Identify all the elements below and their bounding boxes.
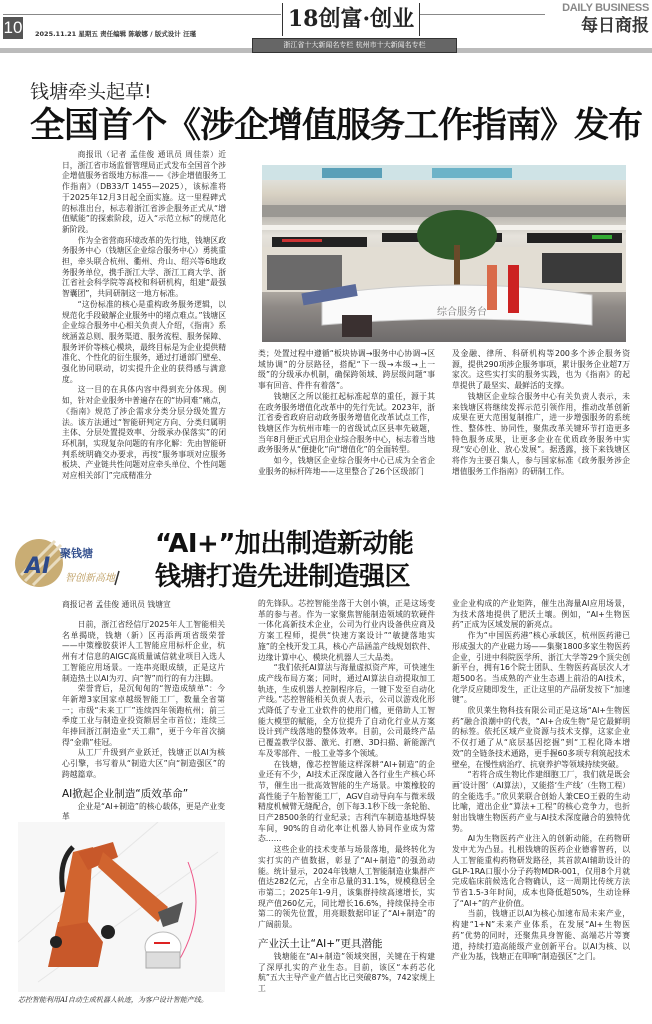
article2-headline-line2: 钱塘打造先进制造强区 [155,562,411,592]
article1-headline: 全国首个《涉企增值服务工作指南》发布 [30,106,643,146]
paragraph: 类；处置过程中遵循“板块协调→服务中心协调→区域协调”的分层路径，搭配“下一级→本级→上一级”的分级承办机制，确保跨领域、跨层级问题“事事有回音、件件有着落”。 [258,349,435,391]
paragraph: 钱塘区之所以能扛起标准起草的重任，源于其在政务服务增值化改革中的先行先试。2023年，浙江省委省政府启动政务服务增值化改革试点工作，钱塘区作为杭州市唯一的省级试点区县率先破题，当年8月便正式启用企业综合服务中心，标志着当地政务服务从“便捷化”向“增值化”的全面转型。 [258,391,435,455]
paragraph: 欣贝莱生物科技有限公司正是这场“AI+生物医药”融合浪潮中的代表，“AI+合成生物”是它最鲜明的标签。依托区域产业资源与技术支撑，这家企业不仅打通了从“底层基因挖掘”到“工程化降本增效”的全链条技术通路，更手握60多项专利筑起技术壁垒，在慢性病治疗、抗衰养护等领域持续突破。 [452,706,630,769]
paragraph: “我们依托AI算法与海量虚拟资产库，可快速生成产线布局方案；同时，通过AI算法自动提取加工轨迹，生成机器人控制程序后，一键下发至自动化产线。”芯控智能相关负责人表示，公司以游戏化形式降低了专业工业软件的使用门槛，更借助人工智能大模型的赋能，全方位提升了自动化行业从方案设计到产线落地的整体效率。目前，公司最终产品已覆盖教学仪器、激光、打磨、3D扫描、新能源汽车及零部件、一般工业等多个领域。 [258,663,435,758]
article1-kicker: 钱塘牵头起草! [30,81,152,103]
robot-photo-caption: 芯控智能利用AI自动生成机器人轨迹，为客户设计智能产线。 [18,996,208,1004]
header-divider [3,14,281,15]
paragraph: 业企业构成的产业矩阵，催生出海量AI应用场景，为技术落地提供了肥沃土壤。例如，“AI+生物医药”正成为区域发展的新亮点。 [452,599,630,630]
paragraph: 及金融、律所、科研机构等200多个涉企服务资源，提供290项涉企服务事项，累计服务企业超7万家次。这些实打实的服务实践，也为《指南》的起草提供了最坚实、最鲜活的支撑。 [452,349,630,391]
paragraph: 企业是“AI+制造”的核心载体，更是产业变革 [62,801,225,822]
section-title: 18创富·创业 [282,3,420,36]
service-hall-photo [262,165,626,342]
service-hall-scene [262,165,626,342]
service-desk-sign: 综合服务台 [437,307,487,318]
logo-ai-text: AI [25,554,51,579]
article2-headline-line1: “AI+”加出制造新动能 [155,529,414,559]
paragraph: “这份标准的核心是重构政务服务逻辑，以规范化手段破解企业服务中的堵点难点。”钱塘区企业综合服务中心相关负责人介绍，《指南》系统涵盖总则、服务渠道、服务流程、服务保障、服务评价等核心模块，最终目标是为企业提供精准化、个性化的衍生服务，通过打通部门壁垒、强化协同联动，切实提升企业的获得感与满意度。 [62,299,226,384]
article1-column-3 [452,349,630,477]
column-banner: 浙江省十大新闻名专栏 杭州市十大新闻名专栏 [252,38,457,53]
paragraph: 这一目的在具体内容中得到充分体现。例如，针对企业服务中普遍存在的“协同难”痛点，《指南》规范了涉企需求分类分层分级处置方法。该方法通过“智能研判定方向、分类归属明主体、分层处置提效率、分级承办保落实”的闭环机制，实现复杂问题的有序化解：先由智能研判系统明确交办要求，再按“服务事项对应服务板块、产业链共性问题对应牵头单位、个性问题对应相关部门”完成精准分 [62,385,227,481]
article1-column-2 [258,349,435,477]
subheading: 产业沃土让“AI+”更具潜能 [258,937,383,950]
paragraph: AI为生物医药产业注入的创新动能，在药物研发中尤为凸显。扎根钱塘的医药企业德睿智药，以人工智能重构药物研发路径，其首款AI辅助设计的GLP-1RA口服小分子药物MDR-001，仅用8个月就完成临床前候选化合物确认，这一周期比传统方法节省1.5-3年时间，成本也降低超50%，生动诠释了“AI+”的产业价值。 [452,834,630,908]
paragraph: 荣誉背后，是沉甸甸的“智造成绩单”：今年新增3家国家卓越级智能工厂，数量全省第一；市级“未来工厂”连续四年领跑杭州；前三季度工业与制造业投资额居全市首位；连续三年捧回浙江制造业“天工鼎”，更于今年首次摘得“金鼎”桂冠。 [62,684,225,747]
article2-column-2 [258,599,435,995]
paragraph: 商报讯（记者 孟佳俊 通讯员 周佳萘）近日，浙江省市场监督管理局正式发布全国首个涉企增值服务省级地方标准——《涉企增值服务工作指南》（DB33/T 1455—2025），该标准将于2025年12月3日起全面实施。这一里程碑式的标准出台，标志着浙江省涉企服务正式从“增值赋能”的探索阶段，迈入“示范立标”的规范化新阶段。 [62,150,226,234]
article2-column-1 [62,620,225,823]
paragraph: 如今，钱塘区企业综合服务中心已成为全省企业服务的标杆阵地——这里整合了26个区级部门 [258,456,435,476]
paragraph: 的先锋队。芯控智能坐落于大创小镇，正是这场变革的参与者。作为一家聚焦智能制造领域的软硬件一体化高新技术企业，公司为行业内设备供应商及方案工程师，提供“快速方案设计”“敏捷落地实施”的全栈开发工具，核心产品涵盖产线规划软件、边缘计算中心、模块化机器人三大品类。 [258,599,435,662]
paragraph: “若将合成生物比作建细胞工厂，我们就是既会画‘设计图’（AI算法），又能搭‘生产线’（生物工程）的全能选手。”欣贝莱联合创始人兼CEO王毅的生动比喻，道出企业“算法+工程”的核心竞争力，也折射出钱塘生物医药产业与AI技术深度融合的独特优势。 [452,770,630,833]
article1-column-1 [62,150,226,482]
dateline: 2025.11.21 星期五 责任编辑 陈敏娜 / 版式设计 汪瑾 [35,30,197,38]
paragraph: 这些企业的技术变革与场景落地，最终转化为实打实的产值数据，彰显了“AI+制造”的强劲动能。统计显示，2024年钱塘人工智能制造业集群产值达282亿元，占全市总量的31.1%，规模稳居全市第二；2025年1-9月，该集群持续高速增长，实现产值260亿元，同比增长16.6%，持续保持全市第二的领先位置，用亮眼数据印证了“AI+制造”的广阔前景。 [258,845,435,930]
header-divider [420,14,545,15]
paragraph: 钱塘区企业综合服务中心有关负责人表示，未来钱塘区将继续发挥示范引领作用，推动改革创新成果在更大范围复制推广，进一步增强服务的系统性、整体性、协同性，聚焦改革关键环节打造更多特色服务成果，让更多企业在优质政务服务中实现“安心创业、放心发展”。据透露，接下来钱塘区将作为主要召集人，参与国家标准《政务服务涉企增值服务工作指南》的研制工作。 [452,391,630,476]
paragraph: 日前，浙江省经信厅2025年人工智能相关名单揭晓，钱塘（新）区再添两项省级荣誉——中策橡胶获评人工智能应用标杆企业，杭州有才信息的AIGC高质量诚信就业项目入选人工智能应用场景。一连串亮眼成绩，正是这片制造热土以AI为刃、向“智”而行的有力注脚。 [62,620,225,683]
paragraph: 在钱塘，像芯控智能这样深耕“AI+制造”的企业还有不少，AI技术正深度融入各行业生产核心环节，催生出一批高效智能的生产场景。中策橡胶的高性能子午胎智能工厂，AGV自动导向车与微米级精度机械臂无缝配合，创下每3.1秒下线一条轮胎、日产28500条的行业纪录；吉利汽车制造基地焊装车间，90%的自动化率让机器人协同作业成为常态…… [258,759,435,844]
robot-arm-photo [18,822,225,992]
paper-name-en: DAILY BUSINESS [562,2,649,14]
logo-line-2: 智创新高地 [65,573,115,584]
paragraph: 当前，钱塘正以AI为核心加速布局未来产业，构建“1+N”未来产业体系，在发展“AI+生物医药”优势的同时，还聚焦具身智能、高端芯片等赛道，持续打造高能级产业创新平台。以AI为核、以产业为基，钱塘正在叩响“制造强区”之门。 [452,909,630,962]
paragraph: 钱塘能在“AI+制造”领域突围，关键在于构建了深厚扎实的产业生态。目前，该区“本药芯化航”五大主导产业产值占比已突破87%，742家规上工 [258,951,435,993]
article2-column-3 [452,599,630,963]
logo-line-1: 聚钱塘 [60,547,93,560]
article2-byline: 商报记者 孟佳俊 通讯员 钱塘宣 [62,600,171,609]
paper-name-logo: 每日商报 [581,16,649,36]
paragraph: 作为“中国医药港”核心承载区，杭州医药港已形成强大的产业磁力场——集聚1800多家生物医药企业，引进中科院医学所、浙江大学等29个顶尖创新平台，拥有16个院士团队、生物医药高层次人才超500名。当成熟的产业生态遇上前沿的AI技术，化学反应随即发生，正让这里的产品研发按下“加速键”。 [452,631,630,705]
subheading: AI掀起企业制造“质效革命” [62,787,189,800]
paragraph: 作为全省营商环境改革的先行地，钱塘区政务服务中心（钱塘区企业综合服务中心）勇挑重担，牵头联合杭州、衢州、舟山、绍兴等6地政务服务单位，携手浙江大学、浙江工商大学、浙江省社会科学院等高校和科研机构，组建“最强智囊团”，共同研制这一地方标准。 [62,235,226,299]
paragraph: 从工厂升级到产业跃迁，钱塘正以AI为核心引擎，书写着从“制造大区”向“制造强区”的跨越篇章。 [62,748,225,779]
page-number: 10 [3,18,23,37]
ai-column-logo [15,535,123,590]
